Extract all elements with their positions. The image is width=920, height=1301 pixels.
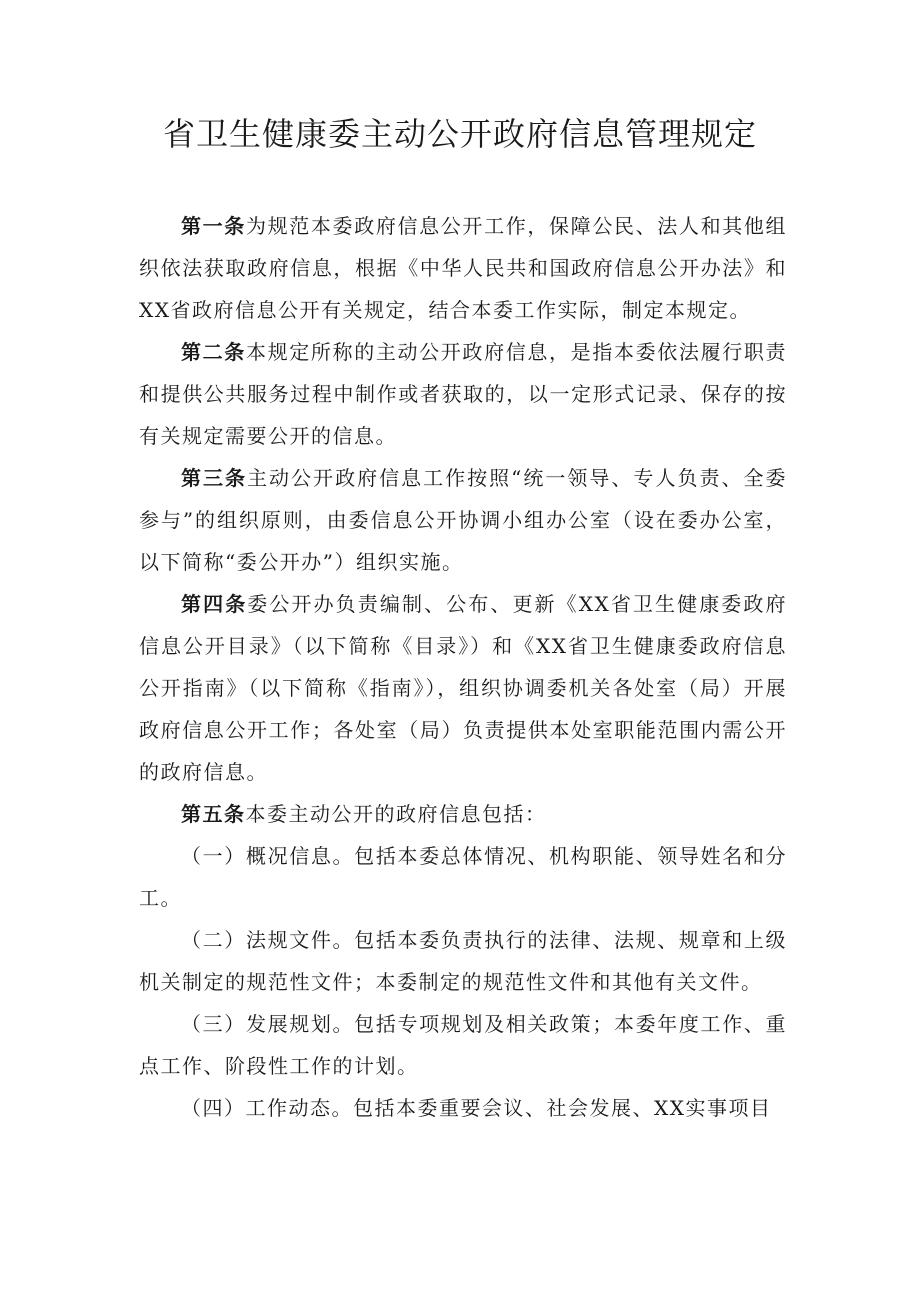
list-item-1: （一）概况信息。包括本委总体情况、机构职能、领导姓名和分工。: [139, 844, 787, 910]
document-title: 省卫生健康委主动公开政府信息管理规定: [162, 115, 757, 153]
list-item-3: （三）发展规划。包括专项规划及相关政策；本委年度工作、重点工作、阶段性工作的计划。: [139, 1012, 787, 1078]
document-body: [139, 205, 787, 1129]
article-1-text: 为规范本委政府信息公开工作，保障公民、法人和其他组织依法获取政府信息，根据《中华人民共和国政府信息公开办法》和XX省政府信息公开有关规定，结合本委工作实际，制定本规定。: [139, 214, 788, 322]
article-1: [139, 205, 787, 331]
article-2-text: 本规定所称的主动公开政府信息，是指本委依法履行职责和提供公共服务过程中制作或者获取的，以一定形式记录、保存的按有关规定需要公开的信息。: [139, 340, 788, 448]
article-5-text: 本委主动公开的政府信息包括：: [245, 802, 547, 826]
list-item-4: （四）工作动态。包括本委重要会议、社会发展、XX实事项目: [181, 1096, 772, 1120]
article-1-head: 第一条: [181, 214, 246, 238]
article-5-head: 第五条: [181, 802, 246, 826]
list-item-2: （二）法规文件。包括本委负责执行的法律、法规、规章和上级机关制定的规范性文件；本委制定的规范性文件和其他有关文件。: [139, 928, 787, 994]
article-3: [139, 457, 787, 583]
article-3-head: 第三条: [181, 466, 248, 490]
article-4-head: 第四条: [181, 592, 248, 616]
article-2: [139, 331, 787, 457]
article-4-text: 委公开办负责编制、公布、更新《XX省卫生健康委政府信息公开目录》（以下简称《目录》）和《XX省卫生健康委政府信息公开指南》（以下简称《指南》），组织协调委机关各处室（局）开展政府信息公开工作；各处室（局）负责提供本处室职能范围内需公开的政府信息。: [139, 592, 787, 784]
article-2-head: 第二条: [181, 340, 246, 364]
article-5: [139, 793, 787, 835]
article-3-text: 主动公开政府信息工作按照“统一领导、专人负责、全委参与”的组织原则，由委信息公开协调小组办公室（设在委办公室，以下简称“委公开办”）组织实施。: [139, 466, 787, 574]
article-4: [139, 583, 787, 793]
